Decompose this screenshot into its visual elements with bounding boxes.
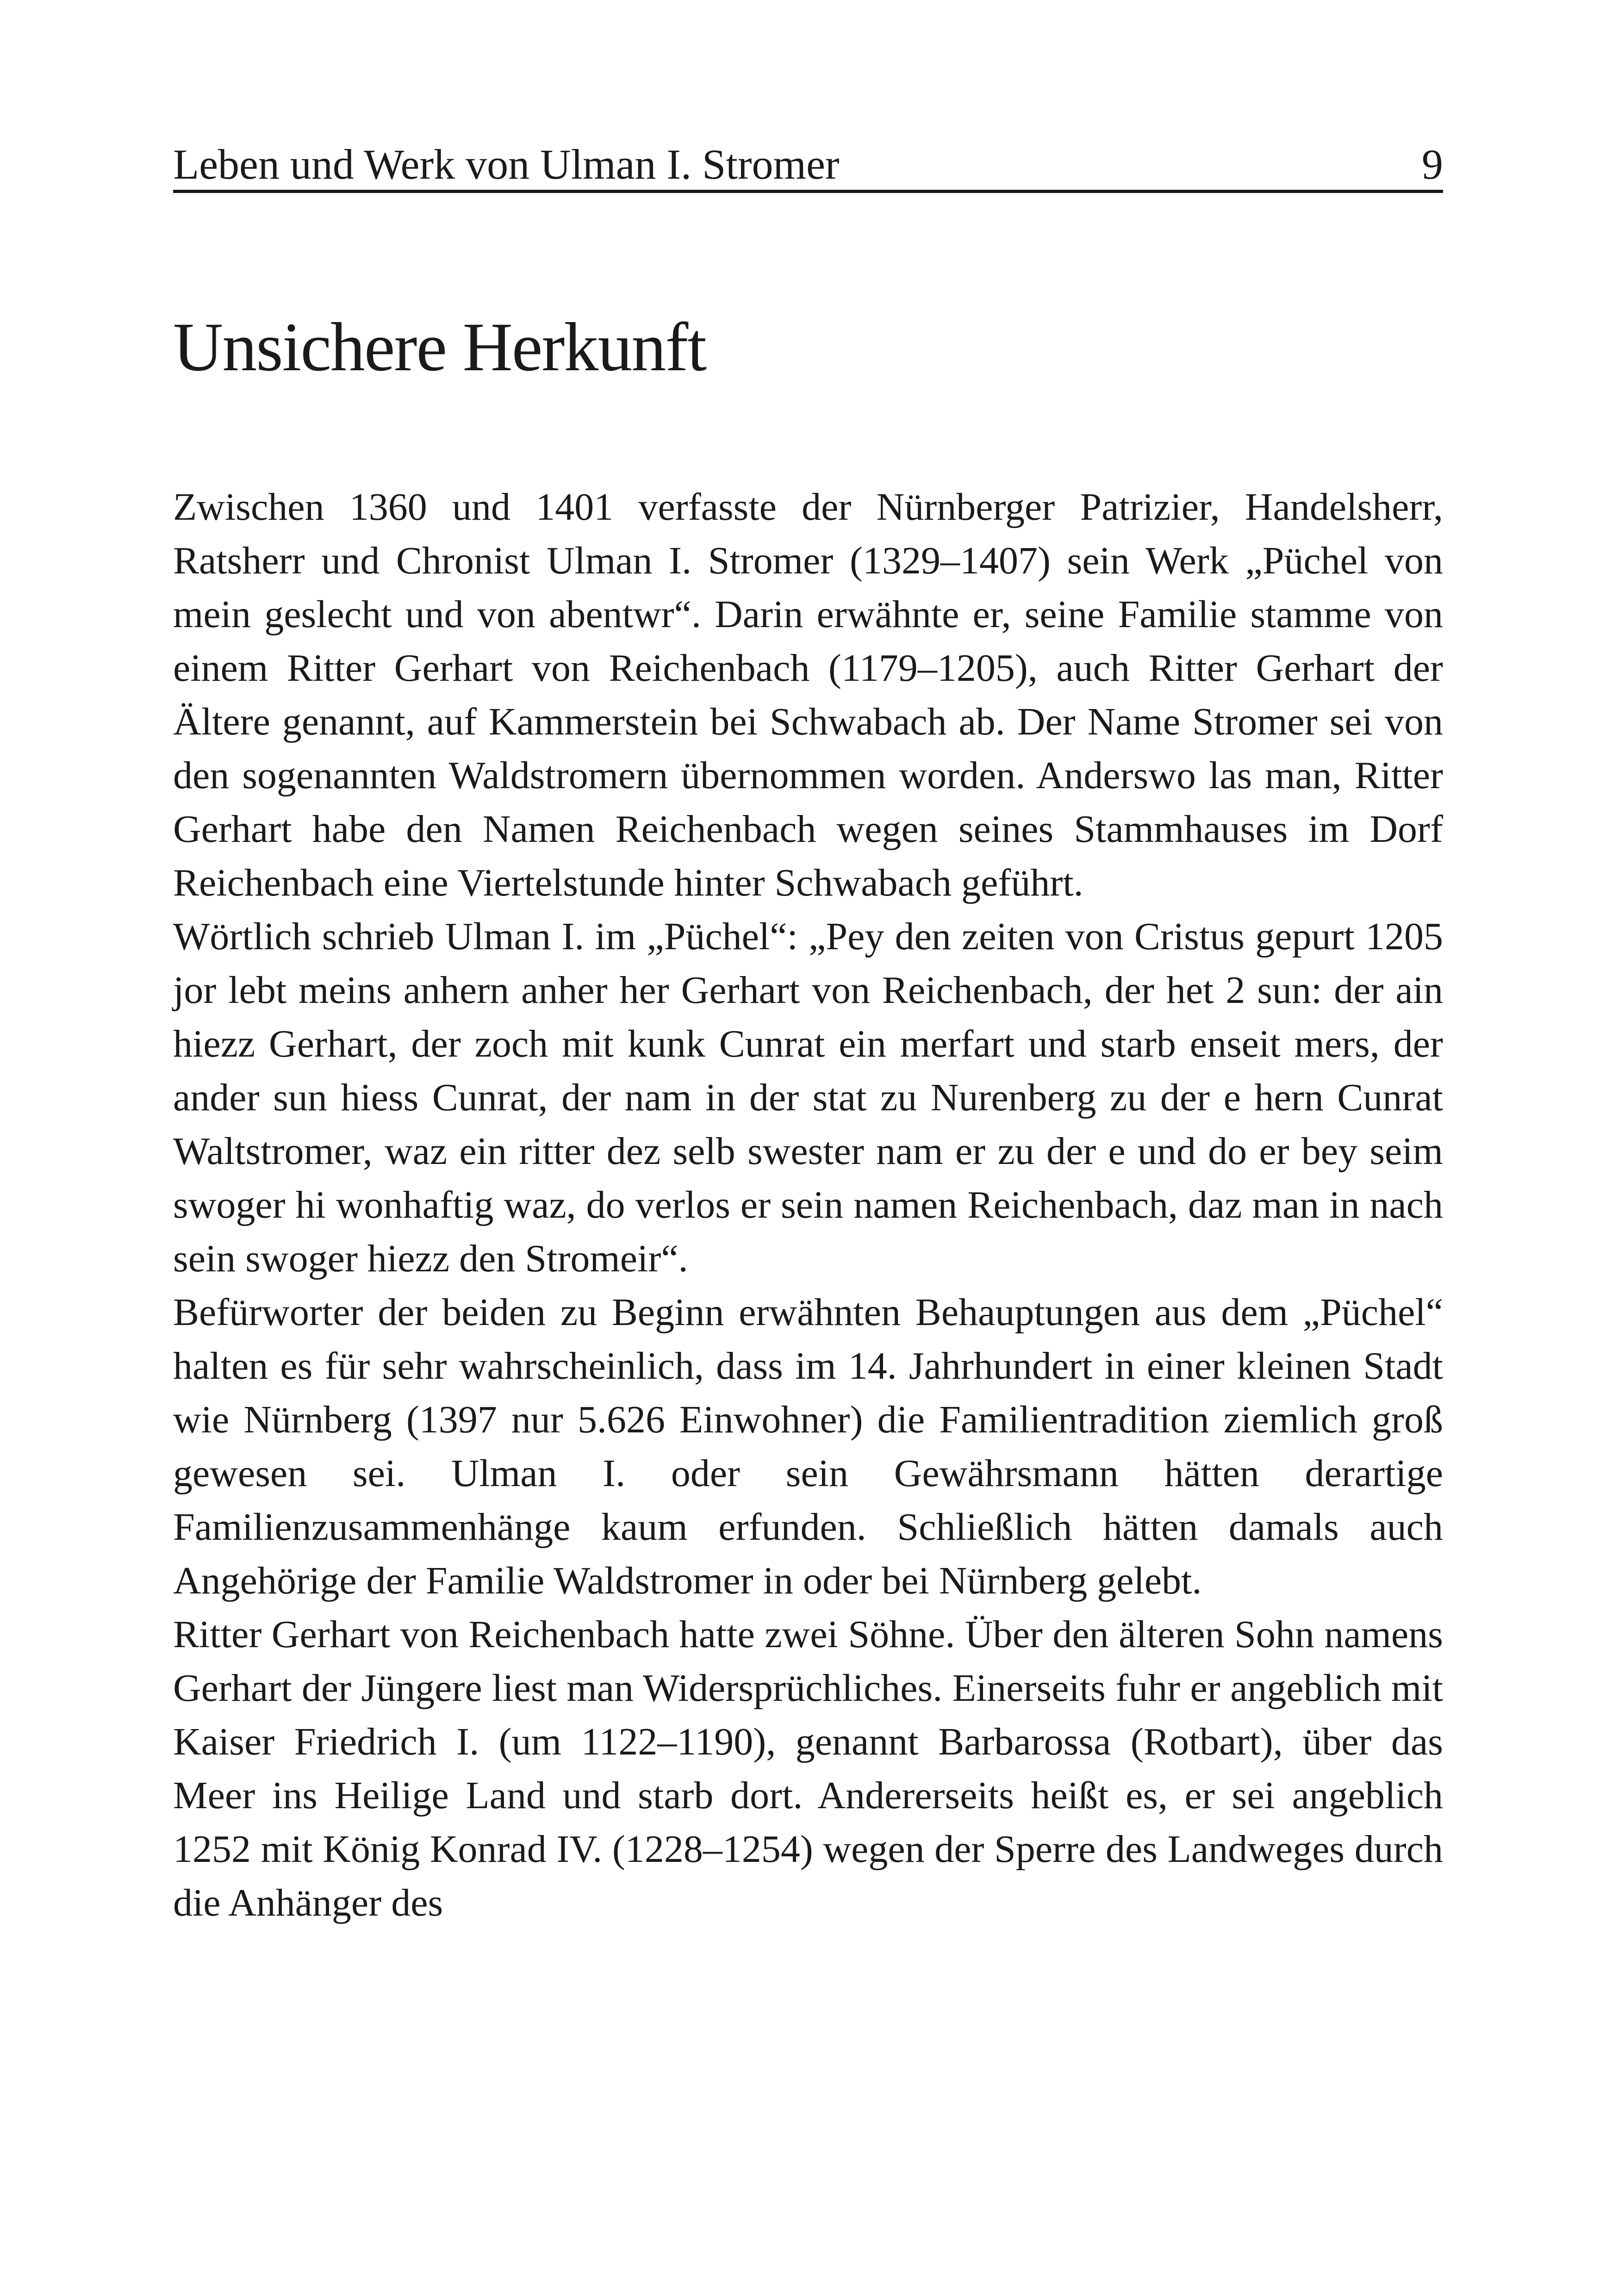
page-header xyxy=(173,139,1443,193)
paragraph: Wörtlich schrieb Ulman I. im „Püchel“: „Pey den zeiten von Cristus gepurt 1205 jor lebt meins anhern anher her Gerhart von Reichenbach, der het 2 sun: der ain hiezz Gerhart, der zoch mit kunk Cunrat ein merfart und starb enseit mers, der ander sun hiess Cunrat, der nam in der stat zu Nurenberg zu der e hern Cunrat Waltstromer, waz ein ritter dez selb swester nam er zu der e und do er bey seim swoger hi wonhaftig waz, do verlos er sein namen Reichenbach, daz man in nach sein swoger hiezz den Stromeir“. xyxy=(173,915,1443,1280)
paragraph: Befürworter der beiden zu Beginn erwähnten Behauptungen aus dem „Püchel“ halten es für sehr wahrscheinlich, dass im 14. Jahrhundert in einer kleinen Stadt wie Nürnberg (1397 nur 5.626 Einwohner) die Familientradition ziemlich groß gewesen sei. Ulman I. oder sein Gewährsmann hätten derartige Familienzusammenhänge kaum erfunden. Schließlich hätten damals auch Angehörige der Familie Waldstromer in oder bei Nürnberg gelebt. xyxy=(173,1291,1443,1602)
paragraph: Zwischen 1360 und 1401 verfasste der Nürnberger Patrizier, Handelsherr, Ratsherr und Chronist Ulman I. Stromer (1329–1407) sein Werk „Püchel von mein geslecht und von abentwr“. Darin erwähnte er, seine Familie stamme von einem Ritter Gerhart von Reichenbach (1179–1205), auch Ritter Gerhart der Ältere genannt, auf Kammerstein bei Schwabach ab. Der Name Stromer sei von den sogenannten Waldstromern übernommen worden. Anderswo las man, Ritter Gerhart habe den Namen Reichenbach wegen seines Stammhauses im Dorf Reichenbach eine Viertelstunde hinter Schwabach geführt. xyxy=(173,485,1443,904)
body-text xyxy=(173,480,1443,1930)
paragraph: Ritter Gerhart von Reichenbach hatte zwei Söhne. Über den älteren Sohn namens Gerhart der Jüngere liest man Widersprüchliches. Einerseits fuhr er angeblich mit Kaiser Friedrich I. (um 1122–1190), genannt Barbarossa (Rotbart), über das Meer ins Heilige Land und starb dort. Andererseits heißt es, er sei angeblich 1252 mit König Konrad IV. (1228–1254) wegen der Sperre des Landweges durch die Anhänger des xyxy=(173,1613,1443,1924)
chapter-title: Unsichere Herkunft xyxy=(173,309,706,386)
running-title: Leben und Werk von Ulman I. Stromer xyxy=(173,141,840,188)
page-number: 9 xyxy=(1422,141,1443,188)
